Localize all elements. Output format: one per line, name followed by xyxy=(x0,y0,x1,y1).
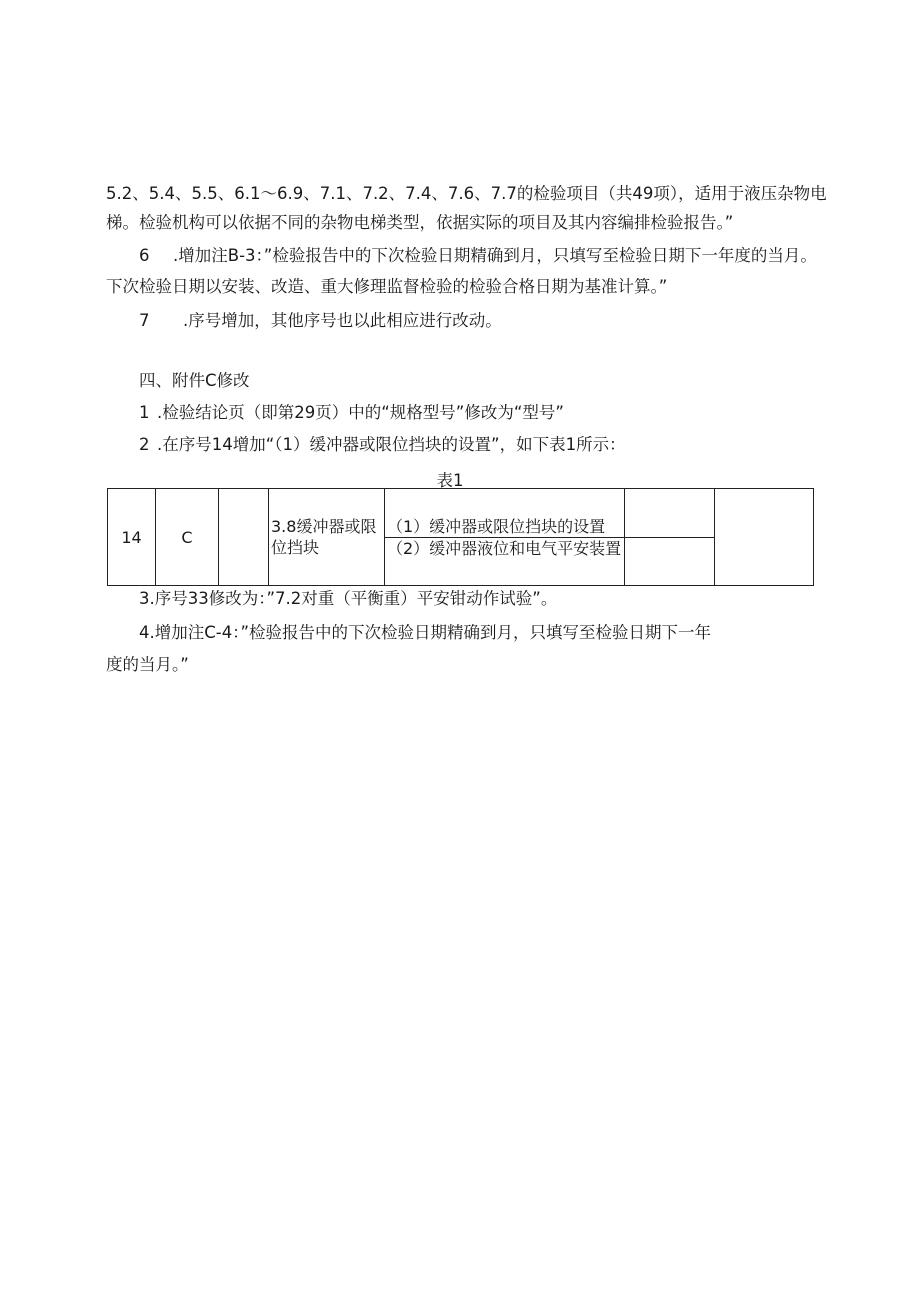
table-cell-seq: 14 xyxy=(108,489,156,586)
list-item xyxy=(139,402,564,424)
item-text: .增加注B-3：”检验报告中的下次检验日期精确到月，只填写至检验日期下一年度的当月。 xyxy=(173,246,817,265)
table-cell-remark xyxy=(715,489,814,586)
paragraph-line xyxy=(139,310,502,332)
section-heading: 四、附件C修改 xyxy=(139,371,250,390)
item-text: .在序号14增加“（1）缓冲器或限位挡块的设置”，如下表1所示： xyxy=(157,435,626,454)
item-text: .序号增加，其他序号也以此相应进行改动。 xyxy=(183,311,502,330)
list-item xyxy=(139,434,626,456)
table-cell-result xyxy=(625,538,715,586)
table-caption: 表1 xyxy=(436,471,464,490)
table-cell-project: 3.8缓冲器或限位挡块 xyxy=(269,489,385,586)
table-cell-result xyxy=(625,489,715,538)
table-cell-subitem: （2）缓冲器液位和电气平安装置 xyxy=(385,538,625,586)
paragraph-line: 梯。检验机构可以依据不同的杂物电梯类型，依据实际的项目及其内容编排检验报告。” xyxy=(106,213,734,232)
item-text: .检验结论页（即第29页）中的“规格型号”修改为“型号” xyxy=(157,403,564,422)
list-item: 4.增加注C-4：”检验报告中的下次检验日期精确到月，只填写至检验日期下一年 xyxy=(139,623,712,642)
paragraph-line: 下次检验日期以安装、改造、重大修理监督检验的检验合格日期为基准计算。” xyxy=(106,277,668,296)
item-number: 7 xyxy=(139,311,150,330)
item-number: 1 xyxy=(139,403,150,422)
table xyxy=(107,488,814,586)
list-item: 3.序号33修改为：”7.2对重（平衡重）平安钳动作试验”。 xyxy=(139,589,558,608)
paragraph-line: 5.2、5.4、5.5、6.1～6.9、7.1、7.2、7.4、7.6、7.7的检验项目（共49项），适用于液压杂物电 xyxy=(106,184,827,203)
item-number: 2 xyxy=(139,435,150,454)
item-number: 6 xyxy=(139,246,150,265)
paragraph-line: 度的当月。” xyxy=(106,655,189,674)
paragraph-line xyxy=(139,245,817,267)
table-row xyxy=(108,489,814,538)
table-cell-category: C xyxy=(156,489,219,586)
table-cell-subitem: （1）缓冲器或限位挡块的设置 xyxy=(385,489,625,538)
table-cell-empty xyxy=(219,489,269,586)
